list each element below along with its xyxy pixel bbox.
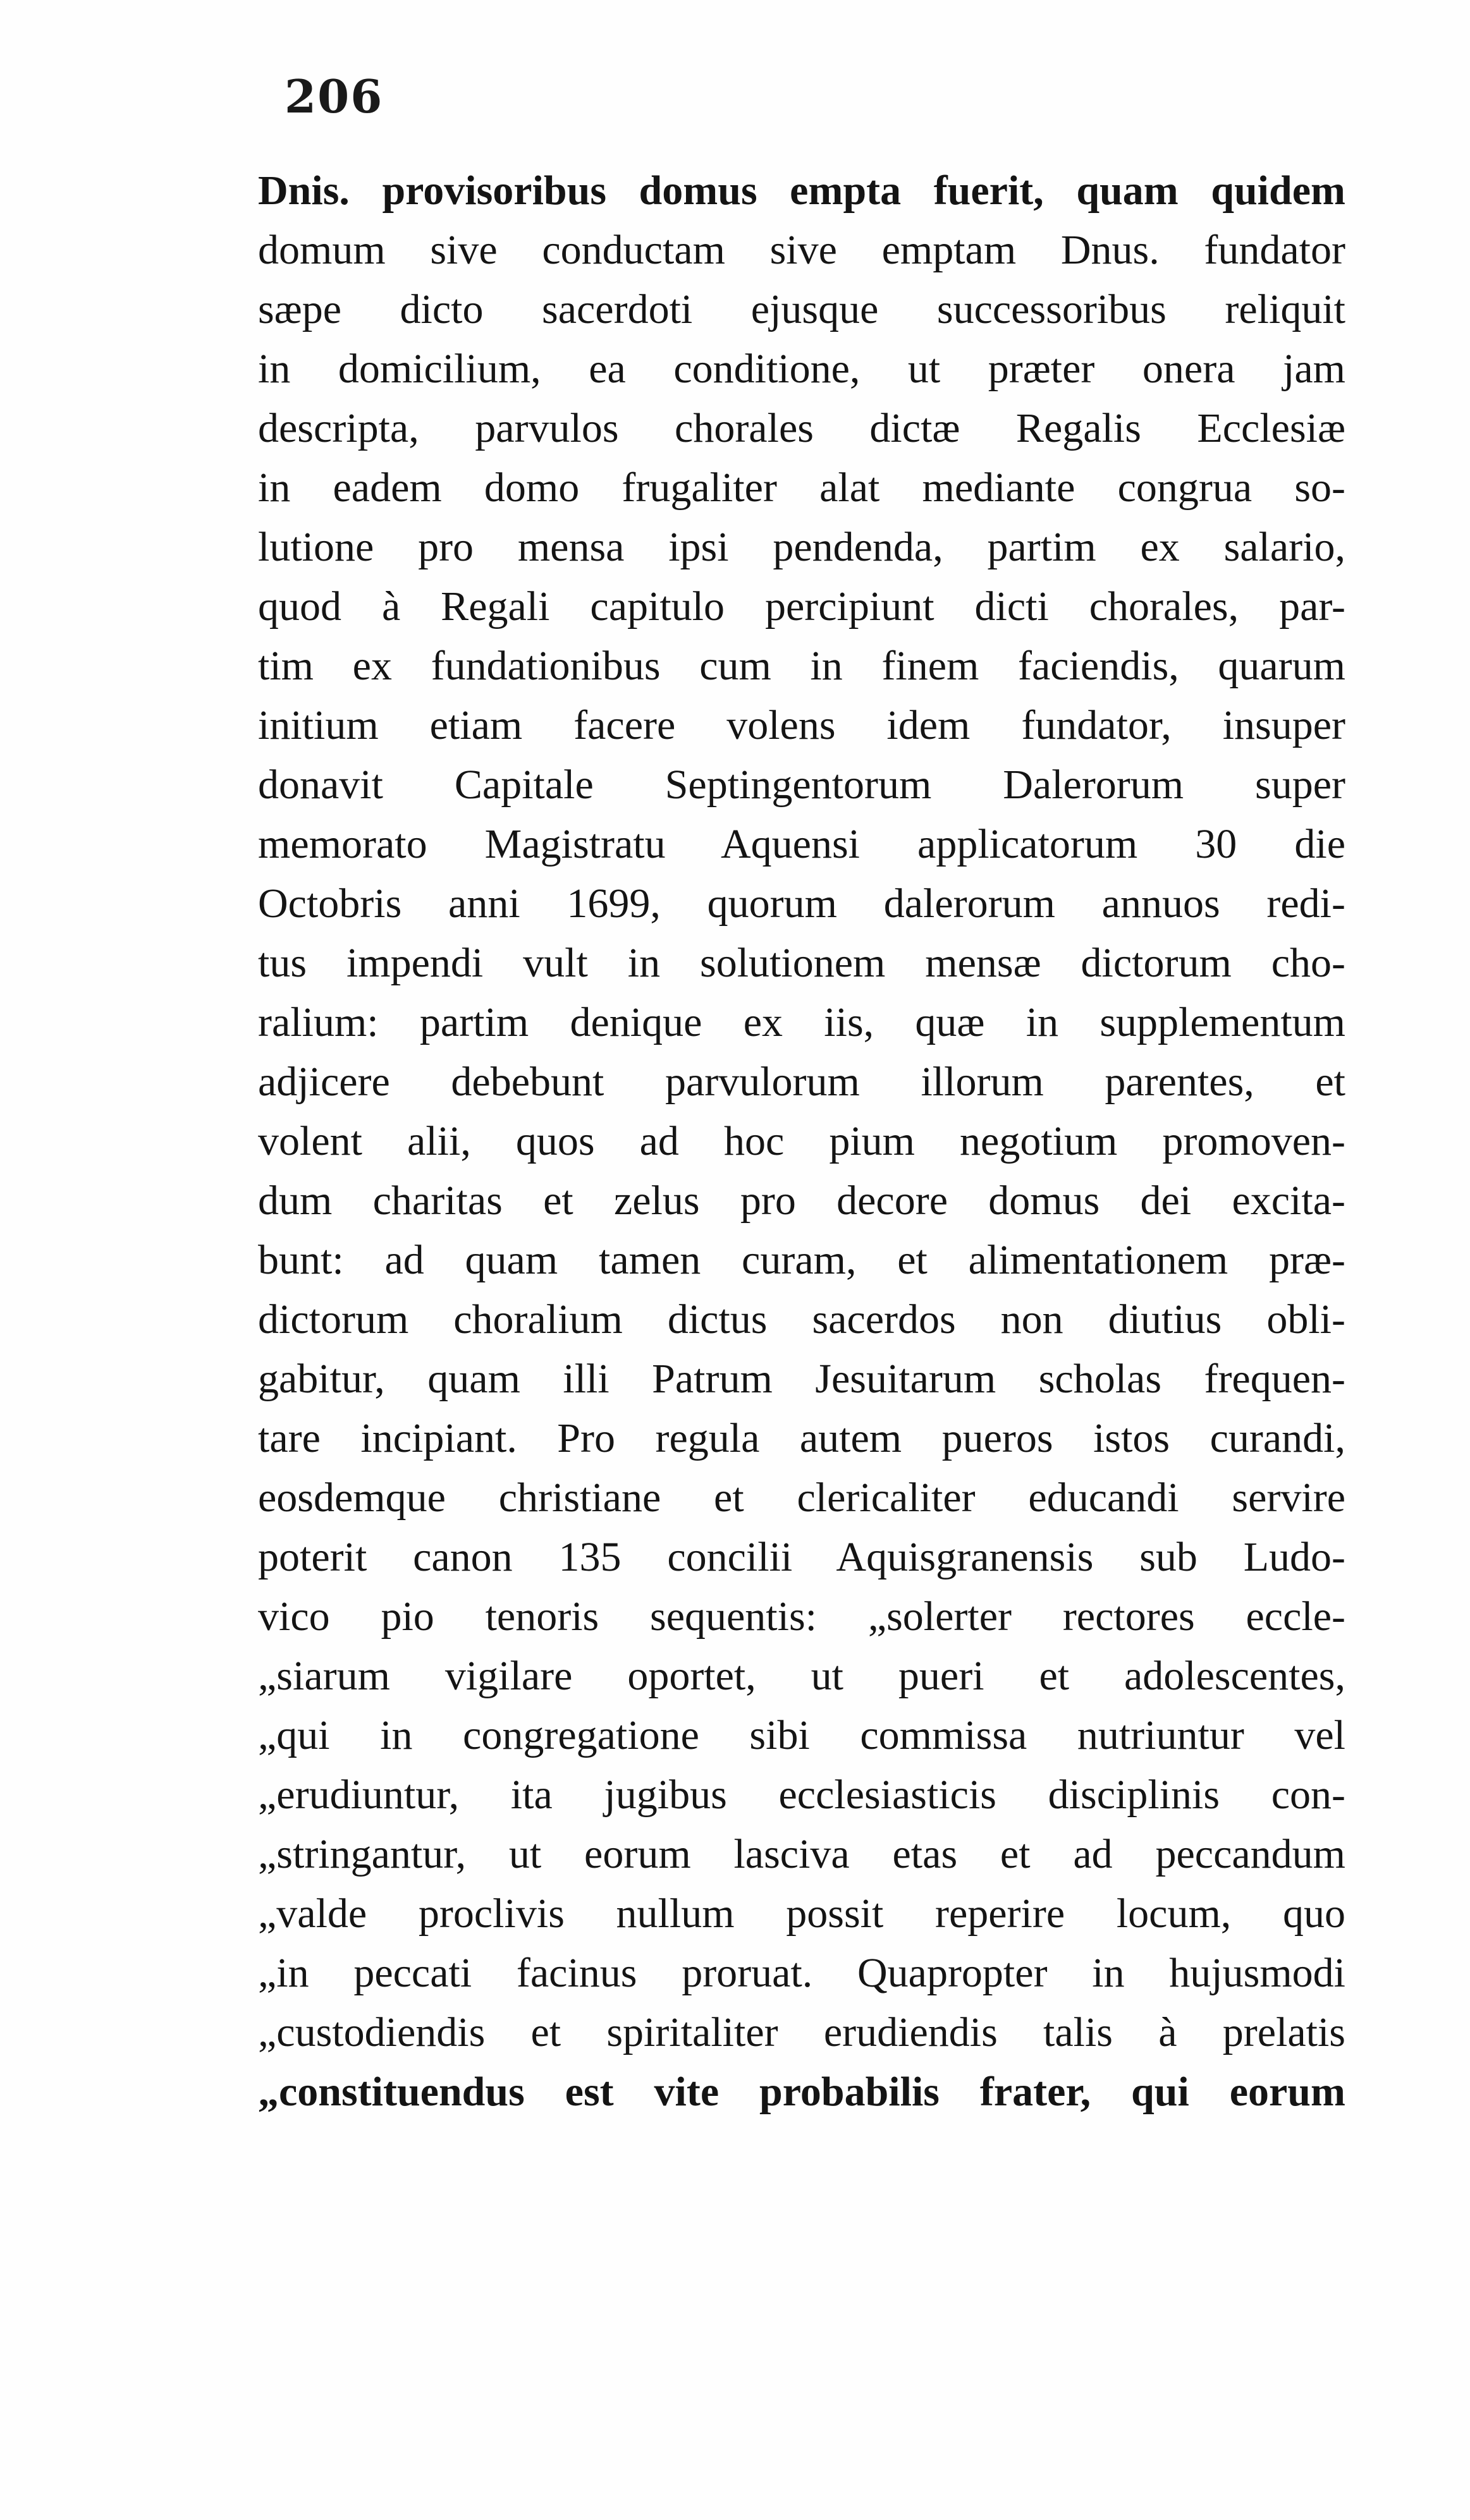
text-line: adjicere debebunt parvulorum illorum parentes, et [258, 1059, 1345, 1105]
text-line: memorato Magistratu Aquensi applicatorum 30 die [258, 821, 1345, 867]
text-line: „erudiuntur, ita jugibus ecclesiasticis disciplinis con- [258, 1772, 1345, 1818]
text-line: Dnis. provisoribus domus empta fuerit, quam quidem [258, 167, 1345, 214]
text-line: „valde proclivis nullum possit reperire locum, quo [258, 1890, 1345, 1937]
text-line: dictorum choralium dictus sacerdos non diutius obli- [258, 1296, 1345, 1342]
text-line: tare incipiant. Pro regula autem pueros istos curandi, [258, 1415, 1345, 1461]
text-line: „in peccati facinus proruat. Quapropter in hujusmodi [258, 1950, 1345, 1996]
text-line: lutione pro mensa ipsi pendenda, partim ex salario, [258, 524, 1345, 570]
text-line: „siarum vigilare oportet, ut pueri et adolescentes, [258, 1653, 1345, 1699]
text-line: in domicilium, ea conditione, ut præter onera jam [258, 346, 1345, 392]
body-text [258, 161, 1345, 2122]
text-line: ralium: partim denique ex iis, quæ in supplementum [258, 999, 1345, 1045]
text-line: „stringantur, ut eorum lasciva etas et ad peccandum [258, 1831, 1345, 1877]
text-line: sæpe dicto sacerdoti ejusque successoribus reliquit [258, 286, 1345, 332]
text-line: poterit canon 135 concilii Aquisgranensis sub Ludo- [258, 1534, 1345, 1580]
text-line: „custodiendis et spiritaliter erudiendis talis à prelatis [258, 2009, 1345, 2055]
text-line: initium etiam facere volens idem fundator, insuper [258, 702, 1345, 748]
text-line: descripta, parvulos chorales dictæ Regalis Ecclesiæ [258, 405, 1345, 451]
text-line: „qui in congregatione sibi commissa nutriuntur vel [258, 1712, 1345, 1758]
text-line: gabitur, quam illi Patrum Jesuitarum scholas frequen- [258, 1356, 1345, 1402]
text-line: dum charitas et zelus pro decore domus dei excita- [258, 1178, 1345, 1224]
text-line: vico pio tenoris sequentis: „solerter rectores eccle- [258, 1593, 1345, 1640]
text-line: tim ex fundationibus cum in finem faciendis, quarum [258, 643, 1345, 689]
text-line: bunt: ad quam tamen curam, et alimentationem præ- [258, 1237, 1345, 1283]
text-line: tus impendi vult in solutionem mensæ dictorum cho- [258, 940, 1345, 986]
text-line: domum sive conductam sive emptam Dnus. fundator [258, 227, 1345, 273]
text-line: Octobris anni 1699, quorum dalerorum annuos redi- [258, 880, 1345, 927]
page-number: 206 [285, 70, 384, 123]
text-line: eosdemque christiane et clericaliter educandi servire [258, 1475, 1345, 1521]
text-line: volent alii, quos ad hoc pium negotium promoven- [258, 1118, 1345, 1164]
text-line: donavit Capitale Septingentorum Dalerorum super [258, 762, 1345, 808]
text-line: quod à Regali capitulo percipiunt dicti chorales, par- [258, 583, 1345, 630]
text-line: in eadem domo frugaliter alat mediante congrua so- [258, 465, 1345, 511]
text-line: „constituendus est vite probabilis frater, qui eorum [258, 2069, 1345, 2115]
